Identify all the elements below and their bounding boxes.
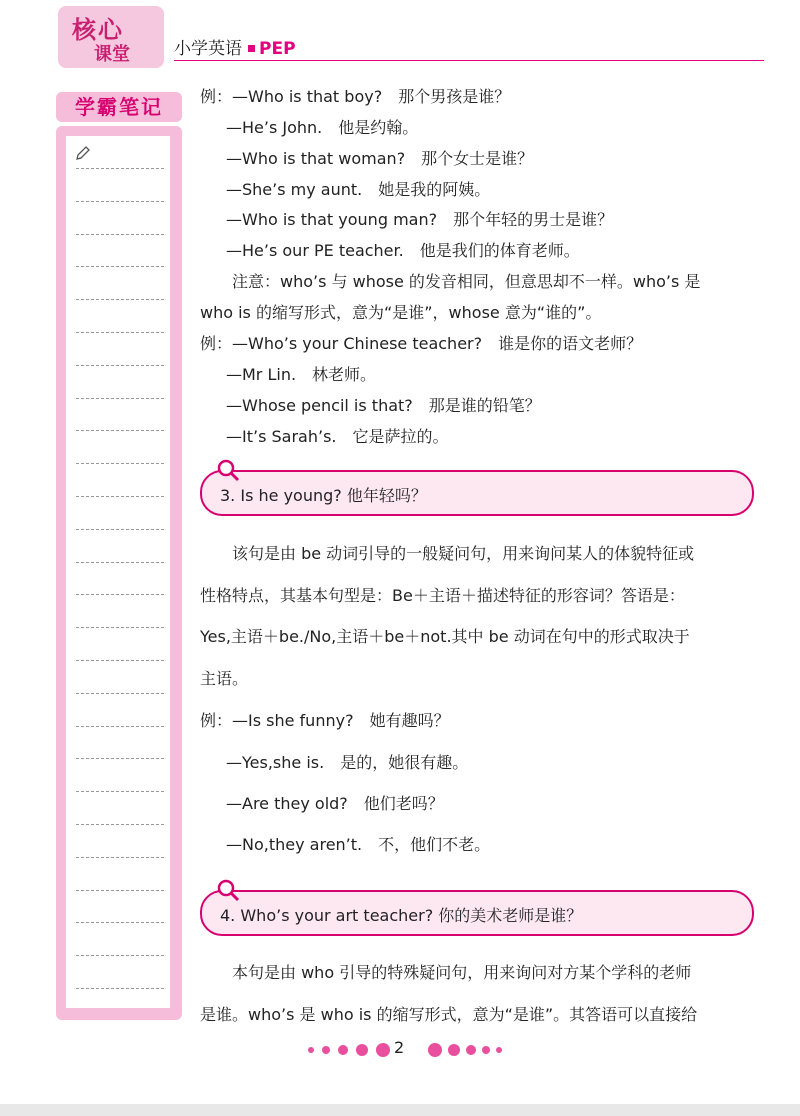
para-line: 是谁。who’s 是 who is 的缩写形式，意为“是谁”。其答语可以直接给 [200,1005,698,1024]
para-line: 该句是由 be 动词引导的一般疑问句，用来询问某人的体貌特征或 [232,544,695,563]
notes-title: 学霸笔记 [56,92,182,122]
example-line: —Yes,she is. 是的，她很有趣。 [226,753,469,772]
note-line [76,660,164,661]
para-line: 性格特点，其基本句型是：Be＋主语＋描述特征的形容词？答语是： [200,586,685,605]
bottom-bar [0,1104,800,1116]
note-line [76,365,164,366]
separator-square [248,45,255,52]
note-line [76,693,164,694]
section-title: 3. Is he young? 他年轻吗？ [220,486,427,505]
note-line [76,234,164,235]
footer-dot [448,1044,460,1056]
note-line [76,758,164,759]
example-line: 例：—Is she funny? 她有趣吗？ [200,711,450,730]
magnifier-icon [216,458,240,482]
note-line [76,857,164,858]
note-line [76,594,164,595]
notes-area[interactable] [66,136,170,1008]
note-line [76,955,164,956]
note-line [76,168,164,169]
edition-label: PEP [259,39,296,59]
text-line: —He’s our PE teacher. 他是我们的体育老师。 [226,241,580,260]
note-line [76,496,164,497]
section-heading-4 [200,890,754,936]
text-line: —Who is that woman? 那个女士是谁？ [226,149,534,168]
note-line [76,398,164,399]
note-line [76,529,164,530]
example-line: —Are they old? 他们老吗？ [226,794,444,813]
para-line: Yes,主语＋be./No,主语＋be＋not.其中 be 动词在句中的形式取决于 [200,627,690,646]
example-line: —No,they aren’t. 不，他们不老。 [226,835,491,854]
footer-dot [338,1045,348,1055]
logo [58,6,164,68]
note-line [76,627,164,628]
text-line: 例：—Who is that boy? 那个男孩是谁？ [200,87,511,106]
text-line: —Mr Lin. 林老师。 [226,365,377,384]
note-line [76,299,164,300]
note-line [76,824,164,825]
note-line [76,332,164,333]
page-number: 2 [394,1038,405,1057]
text-line: —Who is that young man? 那个年轻的男士是谁？ [226,210,614,229]
logo-line2: 课堂 [94,44,130,65]
text-line: —He’s John. 他是约翰。 [226,118,419,137]
note-line [76,791,164,792]
footer-dot [482,1046,490,1054]
magnifier-icon [216,878,240,902]
footer-dot [428,1043,442,1057]
section-heading-3 [200,470,754,516]
pencil-icon [74,144,92,162]
text-line: who is 的缩写形式，意为“是谁”，whose 意为“谁的”。 [200,303,602,322]
para-line: 本句是由 who 引导的特殊疑问句，用来询问对方某个学科的老师 [232,963,692,982]
header-rule [174,60,764,61]
note-line [76,266,164,267]
series-title [174,34,296,59]
footer-dot [356,1044,368,1056]
note-line [76,988,164,989]
section-title: 4. Who’s your art teacher? 你的美术老师是谁？ [220,906,583,925]
logo-line1: 核心 [72,15,124,44]
text-line: —Whose pencil is that? 那是谁的铅笔？ [226,396,541,415]
series-name: 小学英语 [174,39,242,59]
footer-dot [376,1043,390,1057]
para-line: 主语。 [200,669,249,688]
footer-dot [466,1045,476,1055]
note-line [76,430,164,431]
note-line [76,890,164,891]
note-line [76,201,164,202]
text-line: —It’s Sarah’s. 它是萨拉的。 [226,427,449,446]
footer-dot [322,1046,330,1054]
footer-dot [496,1047,502,1053]
note-line [76,922,164,923]
note-line [76,463,164,464]
note-line [76,562,164,563]
footer-dot [308,1047,314,1053]
note-line [76,726,164,727]
text-line: 例：—Who’s your Chinese teacher? 谁是你的语文老师？ [200,334,643,353]
text-line: 注意：who’s 与 whose 的发音相同，但意思却不一样。who’s 是 [232,272,701,291]
notes-panel [56,126,182,1020]
text-line: —She’s my aunt. 她是我的阿姨。 [226,180,491,199]
